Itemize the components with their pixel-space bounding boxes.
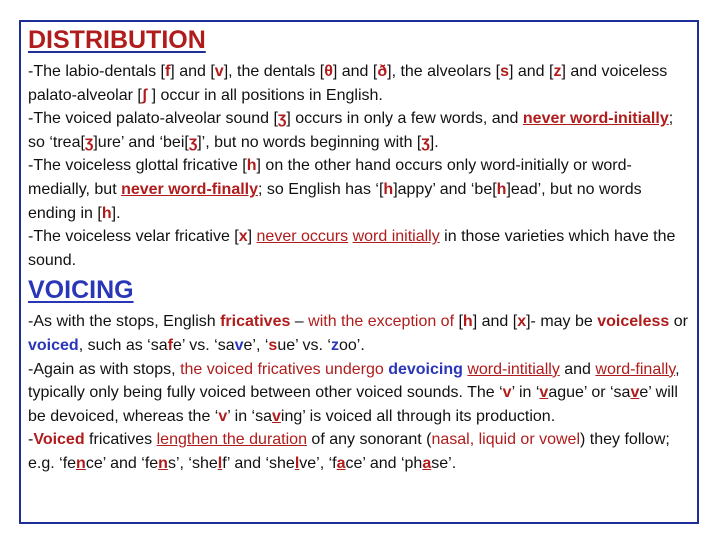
- distribution-paragraph-2: -The voiced palato-alveolar sound [ʒ] occurs in only a few words, and never word-initially; so ‘trea[ʒ]ure’ and ‘bei[ʒ]’, but no words beginning with [ʒ].: [28, 110, 674, 151]
- distribution-heading: DISTRIBUTION: [28, 26, 206, 54]
- voicing-paragraph-3: -Voiced fricatives lengthen the duration of any sonorant (nasal, liquid or vowel) they follow; e.g. ‘fence’ and ‘fens’, ‘shelf’ and ‘shelve’, ‘face’ and ‘phase’.: [28, 431, 670, 472]
- slide-frame: [19, 20, 699, 524]
- distribution-paragraph-3: -The voiceless glottal fricative [h] on the other hand occurs only word-initially or word-medially, but never word-finally; so English has ‘[h]appy’ and ‘be[h]ead’, but no words ending in [h].: [28, 157, 642, 222]
- distribution-paragraph-4: -The voiceless velar fricative [x] never occurs word initially in those varieties which have the sound.: [28, 228, 676, 269]
- voicing-paragraph-1: -As with the stops, English fricatives – with the exception of [h] and [x]- may be voiceless or voiced, such as ‘safe’ vs. ‘save’, ‘sue’ vs. ‘zoo’.: [28, 313, 688, 354]
- voicing-heading: VOICING: [28, 276, 134, 305]
- voicing-paragraph-2: -Again as with stops, the voiced fricatives undergo devoicing word-intitially and word-finally, typically only being fully voiced between other voiced sounds. The ‘v’ in ‘vague’ or ‘save’ will be devoiced, whereas the ‘v’ in ‘saving’ is voiced all through its production.: [28, 360, 680, 425]
- distribution-paragraph-1: -The labio-dentals [f] and [v], the dentals [θ] and [ð], the alveolars [s] and [z] and voiceless palato-alveolar [ʃ ] occur in all positions in English.: [28, 63, 668, 104]
